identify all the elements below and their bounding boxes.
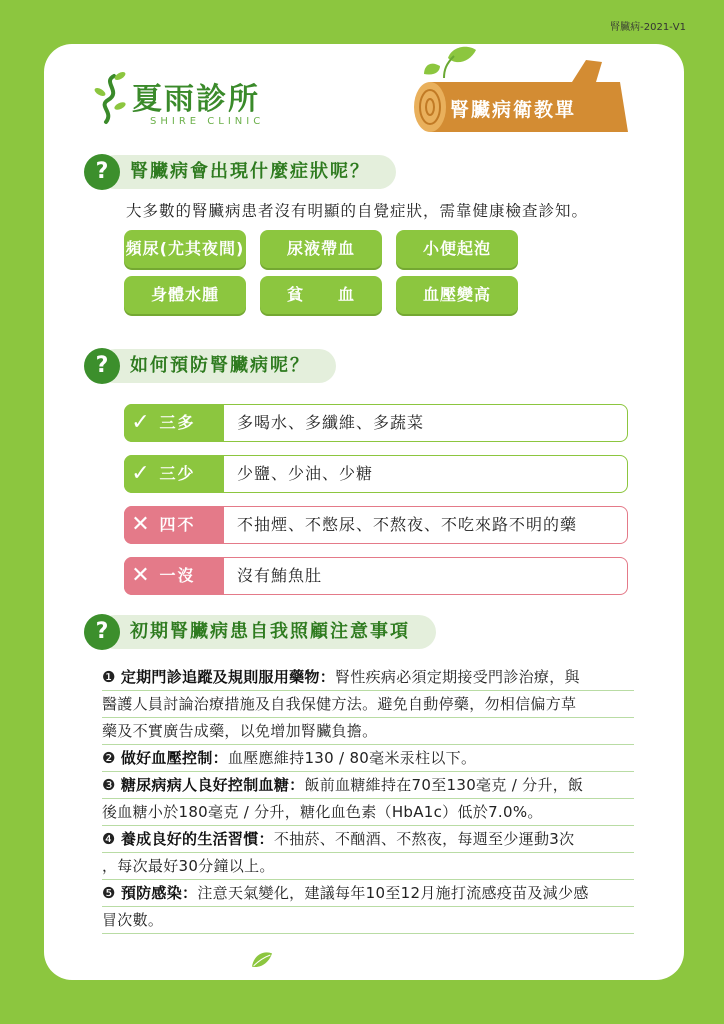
question-icon: ?: [84, 154, 120, 190]
note-line: [102, 772, 634, 799]
prevention-text: 不抽煙、不憋尿、不熬夜、不吃來路不明的藥: [237, 515, 578, 534]
logo-sprout-icon: [92, 68, 132, 128]
question-icon: ?: [84, 348, 120, 384]
item-number: ❹: [102, 830, 116, 848]
cross-icon: ✕: [131, 511, 152, 537]
item-text: 腎性疾病必須定期接受門診治療，與: [335, 668, 580, 686]
item-text: 不抽菸、不酗酒、不熬夜，每週至少運動3次: [273, 830, 575, 848]
section-title: 如何預防腎臟病呢？: [98, 349, 336, 383]
note-line: [102, 826, 634, 853]
symptom-tag: 貧 血: [260, 276, 382, 314]
cross-icon: ✕: [131, 562, 152, 588]
note-line: 醫護人員討論治療措施及自我保健方法。避免自動停藥，勿相信偏方草: [102, 691, 634, 718]
document-code: 腎臟病-2021-V1: [610, 22, 686, 33]
prevention-text: 多喝水、多纖維、多蔬菜: [237, 413, 425, 432]
item-text: 血壓應維持130 / 80毫米汞柱以下。: [227, 749, 477, 767]
prevention-row: [124, 404, 628, 442]
symptom-tag: 血壓變高: [396, 276, 518, 314]
symptom-tag: 頻尿(尤其夜間): [124, 230, 246, 268]
item-number: ❶: [102, 668, 116, 686]
check-icon: ✓: [131, 460, 152, 486]
prevention-row: [124, 506, 628, 544]
prevention-tag-label: 四不: [159, 514, 196, 534]
item-heading: 做好血壓控制：: [120, 749, 228, 767]
self-care-notes: [102, 664, 634, 934]
prevention-tag: [124, 404, 224, 442]
note-line: 後血糖小於180毫克 / 分升，糖化血色素（HbA1c）低於7.0%。: [102, 799, 634, 826]
item-heading: 定期門診追蹤及規則服用藥物：: [120, 668, 336, 686]
logo-english: SHIRE CLINIC: [150, 116, 265, 127]
note-line: [102, 664, 634, 691]
note-line: [102, 880, 634, 907]
symptoms-intro: 大多數的腎臟病患者沒有明顯的自覺症狀，需靠健康檢查診知。: [126, 202, 589, 220]
prevention-row: [124, 455, 628, 493]
item-heading: 養成良好的生活習慣：: [120, 830, 274, 848]
prevention-row: [124, 557, 628, 595]
note-line: 藥及不實廣告成藥，以免增加腎臟負擔。: [102, 718, 634, 745]
prevention-tag: [124, 506, 224, 544]
item-number: ❺: [102, 884, 116, 902]
prevention-tag: [124, 557, 224, 595]
banner-title: 腎臟病衛教單: [450, 99, 577, 121]
item-text: 注意天氣變化，建議每年10至12月施打流感疫苗及減少感: [197, 884, 589, 902]
logo-name: 夏雨診所: [132, 82, 260, 117]
section-title: 腎臟病會出現什麼症狀呢？: [98, 155, 396, 189]
note-line: ，每次最好30分鐘以上。: [102, 853, 634, 880]
content-card: [44, 44, 684, 980]
question-icon: ?: [84, 614, 120, 650]
item-heading: 預防感染：: [120, 884, 198, 902]
prevention-tag-label: 三少: [159, 463, 196, 483]
note-line: [102, 745, 634, 772]
prevention-tag-label: 三多: [159, 412, 196, 432]
prevention-text: 沒有鮪魚肚: [237, 566, 323, 585]
prevention-text: 少鹽、少油、少糖: [237, 464, 374, 483]
symptom-tag: 小便起泡: [396, 230, 518, 268]
note-line: 冒次數。: [102, 907, 634, 934]
section-title: 初期腎臟病患自我照顧注意事項: [98, 615, 436, 649]
clinic-logo: [92, 68, 272, 128]
leaf-icon: [250, 950, 274, 970]
title-banner: [390, 44, 630, 134]
item-text: 飯前血糖維持在70至130毫克 / 分升，飯: [304, 776, 584, 794]
item-heading: 糖尿病病人良好控制血糖：: [120, 776, 305, 794]
check-icon: ✓: [131, 409, 152, 435]
symptom-tag: 身體水腫: [124, 276, 246, 314]
symptom-tag: 尿液帶血: [260, 230, 382, 268]
prevention-tag: [124, 455, 224, 493]
prevention-tag-label: 一沒: [159, 565, 196, 585]
item-number: ❸: [102, 776, 116, 794]
item-number: ❷: [102, 749, 116, 767]
